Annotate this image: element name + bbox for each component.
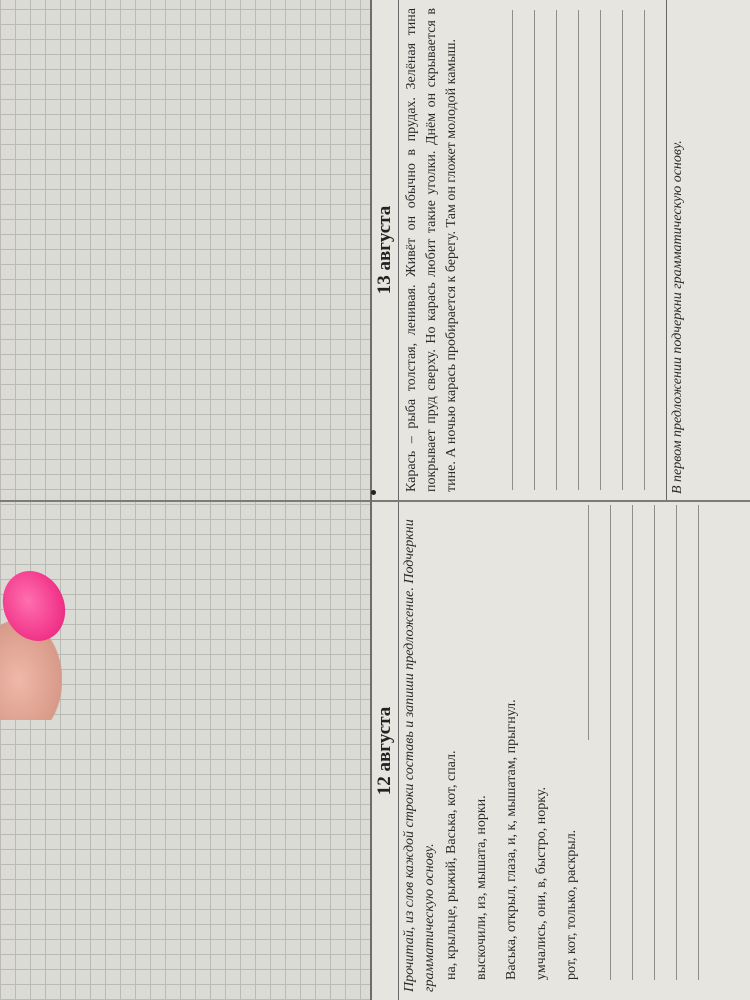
answer-rule — [644, 10, 645, 490]
word-line-5: рот, кот, только, раскрыл. — [564, 829, 579, 980]
answer-rule — [600, 10, 601, 490]
date-heading-12: 12 августа — [372, 502, 399, 1000]
ink-dot — [371, 490, 376, 495]
answer-rule — [512, 10, 513, 490]
task-text: В первом предложении подчеркни грамматическую основу. — [666, 0, 693, 500]
answer-rule — [654, 505, 655, 980]
word-line-1: на, крыльце, рыжий, Васька, кот, спал. — [444, 750, 459, 980]
table-top-border — [370, 0, 372, 1000]
word-line-2: выскочили, из, мышата, норки. — [474, 795, 489, 980]
answer-rule — [622, 10, 623, 490]
word-line-3: Васька, открыл, глаза, и, к, мышатам, прыгнул. — [504, 699, 519, 980]
answer-rule — [698, 505, 699, 980]
answer-rule — [632, 505, 633, 980]
answer-rule — [588, 505, 589, 740]
answer-rule — [578, 10, 579, 490]
instruction-text: Прочитай, из слов каждой строки составь и запиши предложение. Подчеркни грамматическую основу. — [402, 519, 437, 992]
story-text: Карась – рыба толстая, ленивая. Живёт он обычно в прудах. Зелёная тина покрывает пруд сверху. Но карась любит такие уголки. Днём он скрывается в тине. А ночью карась пробирается к берегу. Там он гложет молодой камыш. — [404, 8, 459, 492]
answer-rule — [556, 10, 557, 490]
column-divider — [0, 500, 750, 502]
date-heading-13: 13 августа — [372, 0, 399, 500]
answer-rule — [610, 505, 611, 980]
answer-rule — [676, 505, 677, 980]
answer-rule — [534, 10, 535, 490]
word-line-4: умчались, они, в, быстро, норку. — [534, 787, 549, 980]
